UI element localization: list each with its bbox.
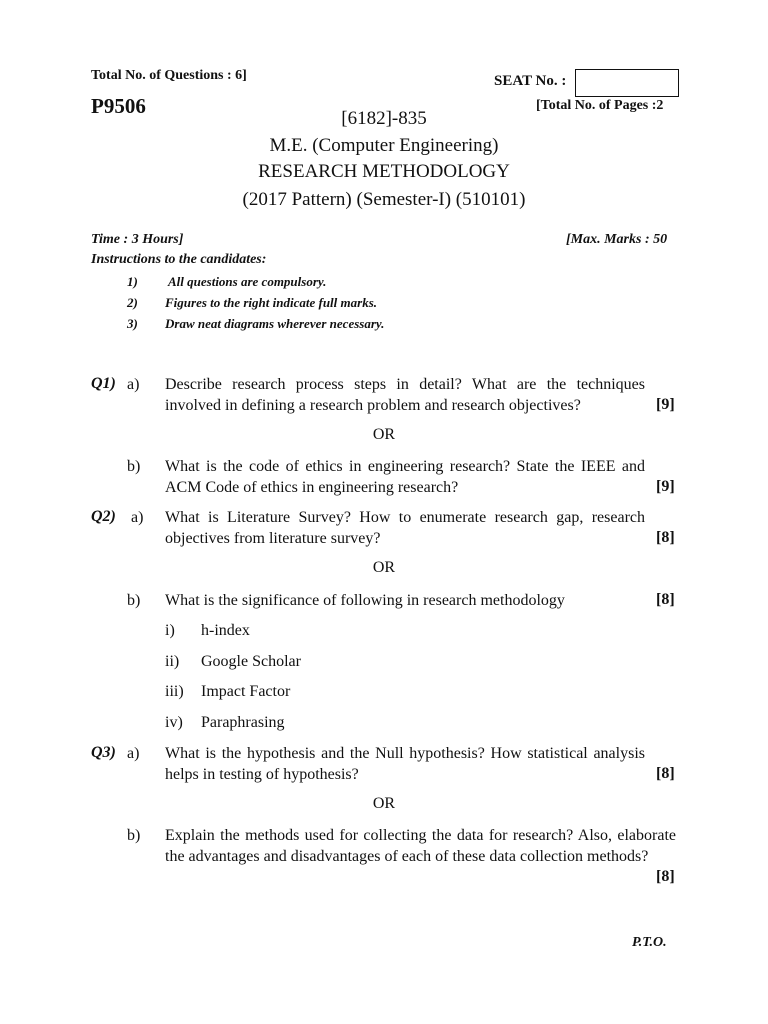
subject-title: RESEARCH METHODOLOGY [258, 161, 510, 182]
question-part-label: b) [127, 458, 141, 475]
marks-badge: [9] [656, 396, 675, 413]
total-questions: Total No. of Questions : 6] [91, 68, 247, 83]
question-part-label: a) [127, 745, 140, 762]
max-marks: [Max. Marks : 50 [566, 232, 668, 247]
paper-code: P9506 [91, 94, 146, 118]
marks-badge: [8] [656, 868, 675, 885]
or-separator: OR [372, 559, 396, 576]
seat-number-box[interactable] [575, 69, 679, 97]
sub-item-text: Impact Factor [201, 683, 291, 700]
question-part-label: b) [127, 827, 141, 844]
sub-item-number: iii) [165, 683, 184, 700]
sub-item-text: Google Scholar [201, 653, 301, 670]
seat-number-label: SEAT No. : [494, 73, 567, 89]
marks-badge: [8] [656, 591, 675, 608]
marks-badge: [9] [656, 478, 675, 495]
or-separator: OR [372, 795, 396, 812]
exam-code: [6182]-835 [341, 108, 427, 129]
page-turn-over: P.T.O. [632, 935, 667, 950]
question-text: Describe research process steps in detail? What are the techniques involved in defining a research problem and research objectives? [165, 376, 645, 414]
question-label: Q3) [91, 744, 116, 761]
question-text: Explain the methods used for collecting the data for research? Also, elaborate the advantages and disadvantages of each of these data collection methods? [165, 827, 676, 865]
sub-item-number: ii) [165, 653, 180, 670]
instruction-text: All questions are compulsory. [168, 274, 327, 289]
question-part-label: b) [127, 592, 141, 609]
sub-item-text: Paraphrasing [201, 714, 285, 731]
sub-item-number: iv) [165, 714, 183, 731]
question-text: What is the hypothesis and the Null hypothesis? How statistical analysis helps in testing of hypothesis? [165, 745, 645, 783]
question-text: What is the significance of following in research methodology [165, 592, 565, 609]
sub-item-number: i) [165, 622, 175, 639]
question-label: Q1) [91, 375, 116, 392]
marks-badge: [8] [656, 765, 675, 782]
question-part-label: a) [127, 376, 140, 393]
question-label: Q2) [91, 508, 116, 525]
question-text: What is Literature Survey? How to enumerate research gap, research objectives from literature survey? [165, 509, 645, 547]
pattern-line: (2017 Pattern) (Semester-I) (510101) [242, 189, 526, 210]
instruction-number: 3) [127, 316, 138, 331]
sub-item-text: h-index [201, 622, 250, 639]
total-pages: [Total No. of Pages :2 [536, 98, 664, 113]
degree-title: M.E. (Computer Engineering) [269, 135, 499, 156]
instruction-text: Figures to the right indicate full marks. [165, 295, 378, 310]
time-allowed: Time : 3 Hours] [91, 232, 184, 247]
question-text: What is the code of ethics in engineering research? State the IEEE and ACM Code of ethics in engineering research? [165, 458, 645, 496]
instruction-number: 1) [127, 274, 138, 289]
instruction-text: Draw neat diagrams wherever necessary. [165, 316, 385, 331]
or-separator: OR [372, 426, 396, 443]
marks-badge: [8] [656, 529, 675, 546]
instruction-number: 2) [127, 295, 138, 310]
question-part-label: a) [131, 509, 144, 526]
instructions-heading: Instructions to the candidates: [91, 252, 267, 267]
